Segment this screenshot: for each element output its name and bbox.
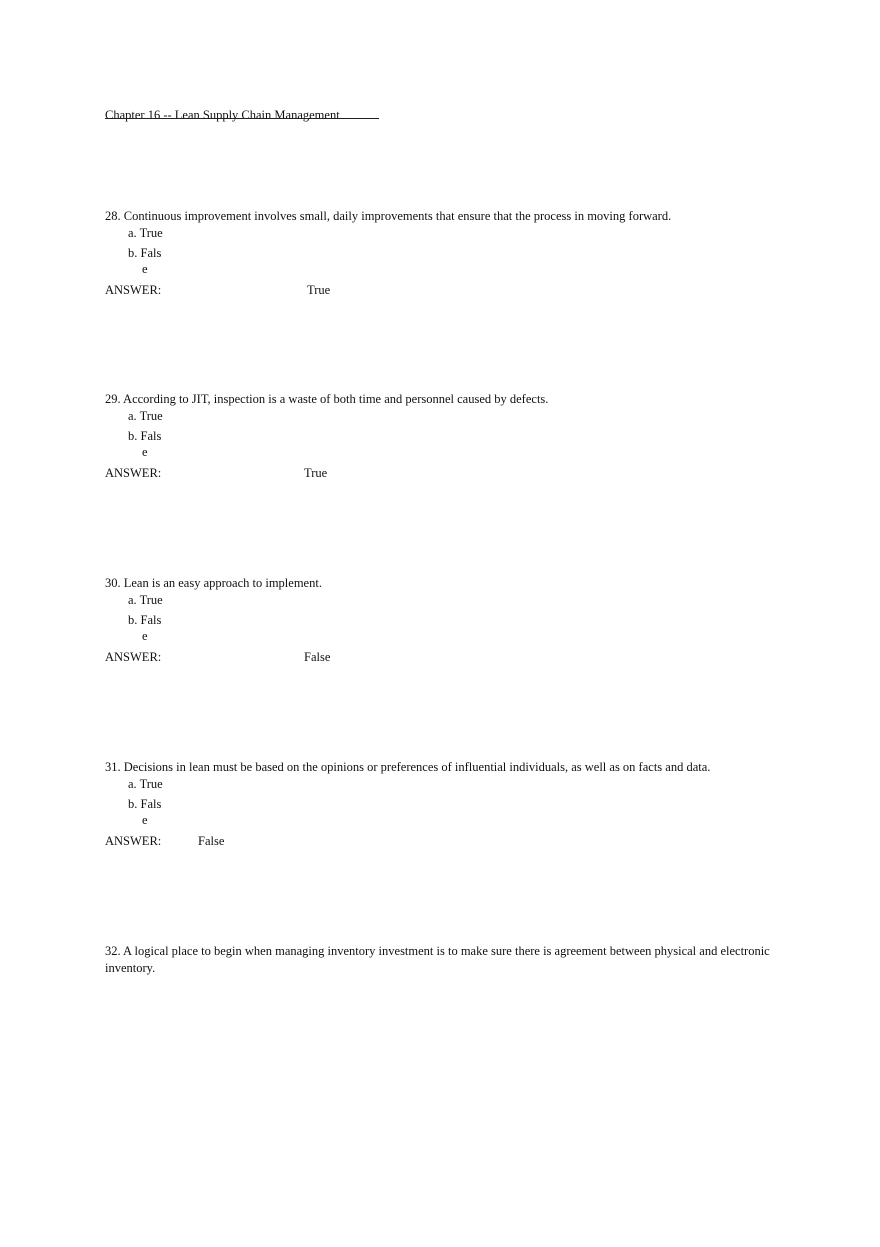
choice-b: b. Fals [128,246,162,260]
choice-b: b. Fals [128,429,162,443]
choice-b-wrap: e [142,445,148,459]
question-text: 29. According to JIT, inspection is a waste of both time and personnel caused by defects. [105,392,549,406]
answer-row [105,464,785,482]
choice-b-wrap: e [142,262,148,276]
answer-label: ANSWER: [105,834,162,848]
question-30 [105,575,785,666]
choice-b-wrap: e [142,629,148,643]
chapter-title-rule [105,118,379,119]
answer-value: True [304,466,328,480]
question-32 [105,943,785,977]
question-text: 28. Continuous improvement involves small, daily improvements that ensure that the process in moving forward. [105,209,672,223]
question-29 [105,391,785,482]
answer-label: ANSWER: [105,466,162,480]
answer-value: False [304,650,331,664]
choice-a: a. True [128,409,163,423]
answer-row [105,832,785,850]
answer-row [105,648,785,666]
choice-b-wrap: e [142,813,148,827]
choice-a: a. True [128,777,163,791]
chapter-title: Chapter 16 -- Lean Supply Chain Management [105,108,340,122]
choice-a: a. True [128,593,163,607]
answer-label: ANSWER: [105,283,162,297]
choice-b: b. Fals [128,613,162,627]
choice-a: a. True [128,226,163,240]
question-text: 30. Lean is an easy approach to implement. [105,576,322,590]
question-28 [105,208,785,299]
answer-row [105,281,785,299]
question-text: 31. Decisions in lean must be based on the opinions or preferences of influential individuals, as well as on facts and data. [105,760,711,774]
answer-value: False [198,834,225,848]
question-31 [105,759,785,850]
choice-b: b. Fals [128,797,162,811]
question-text: 32. A logical place to begin when managing inventory investment is to make sure there is agreement between physical and electronic inventory. [105,944,770,975]
answer-label: ANSWER: [105,650,162,664]
answer-value: True [307,283,331,297]
